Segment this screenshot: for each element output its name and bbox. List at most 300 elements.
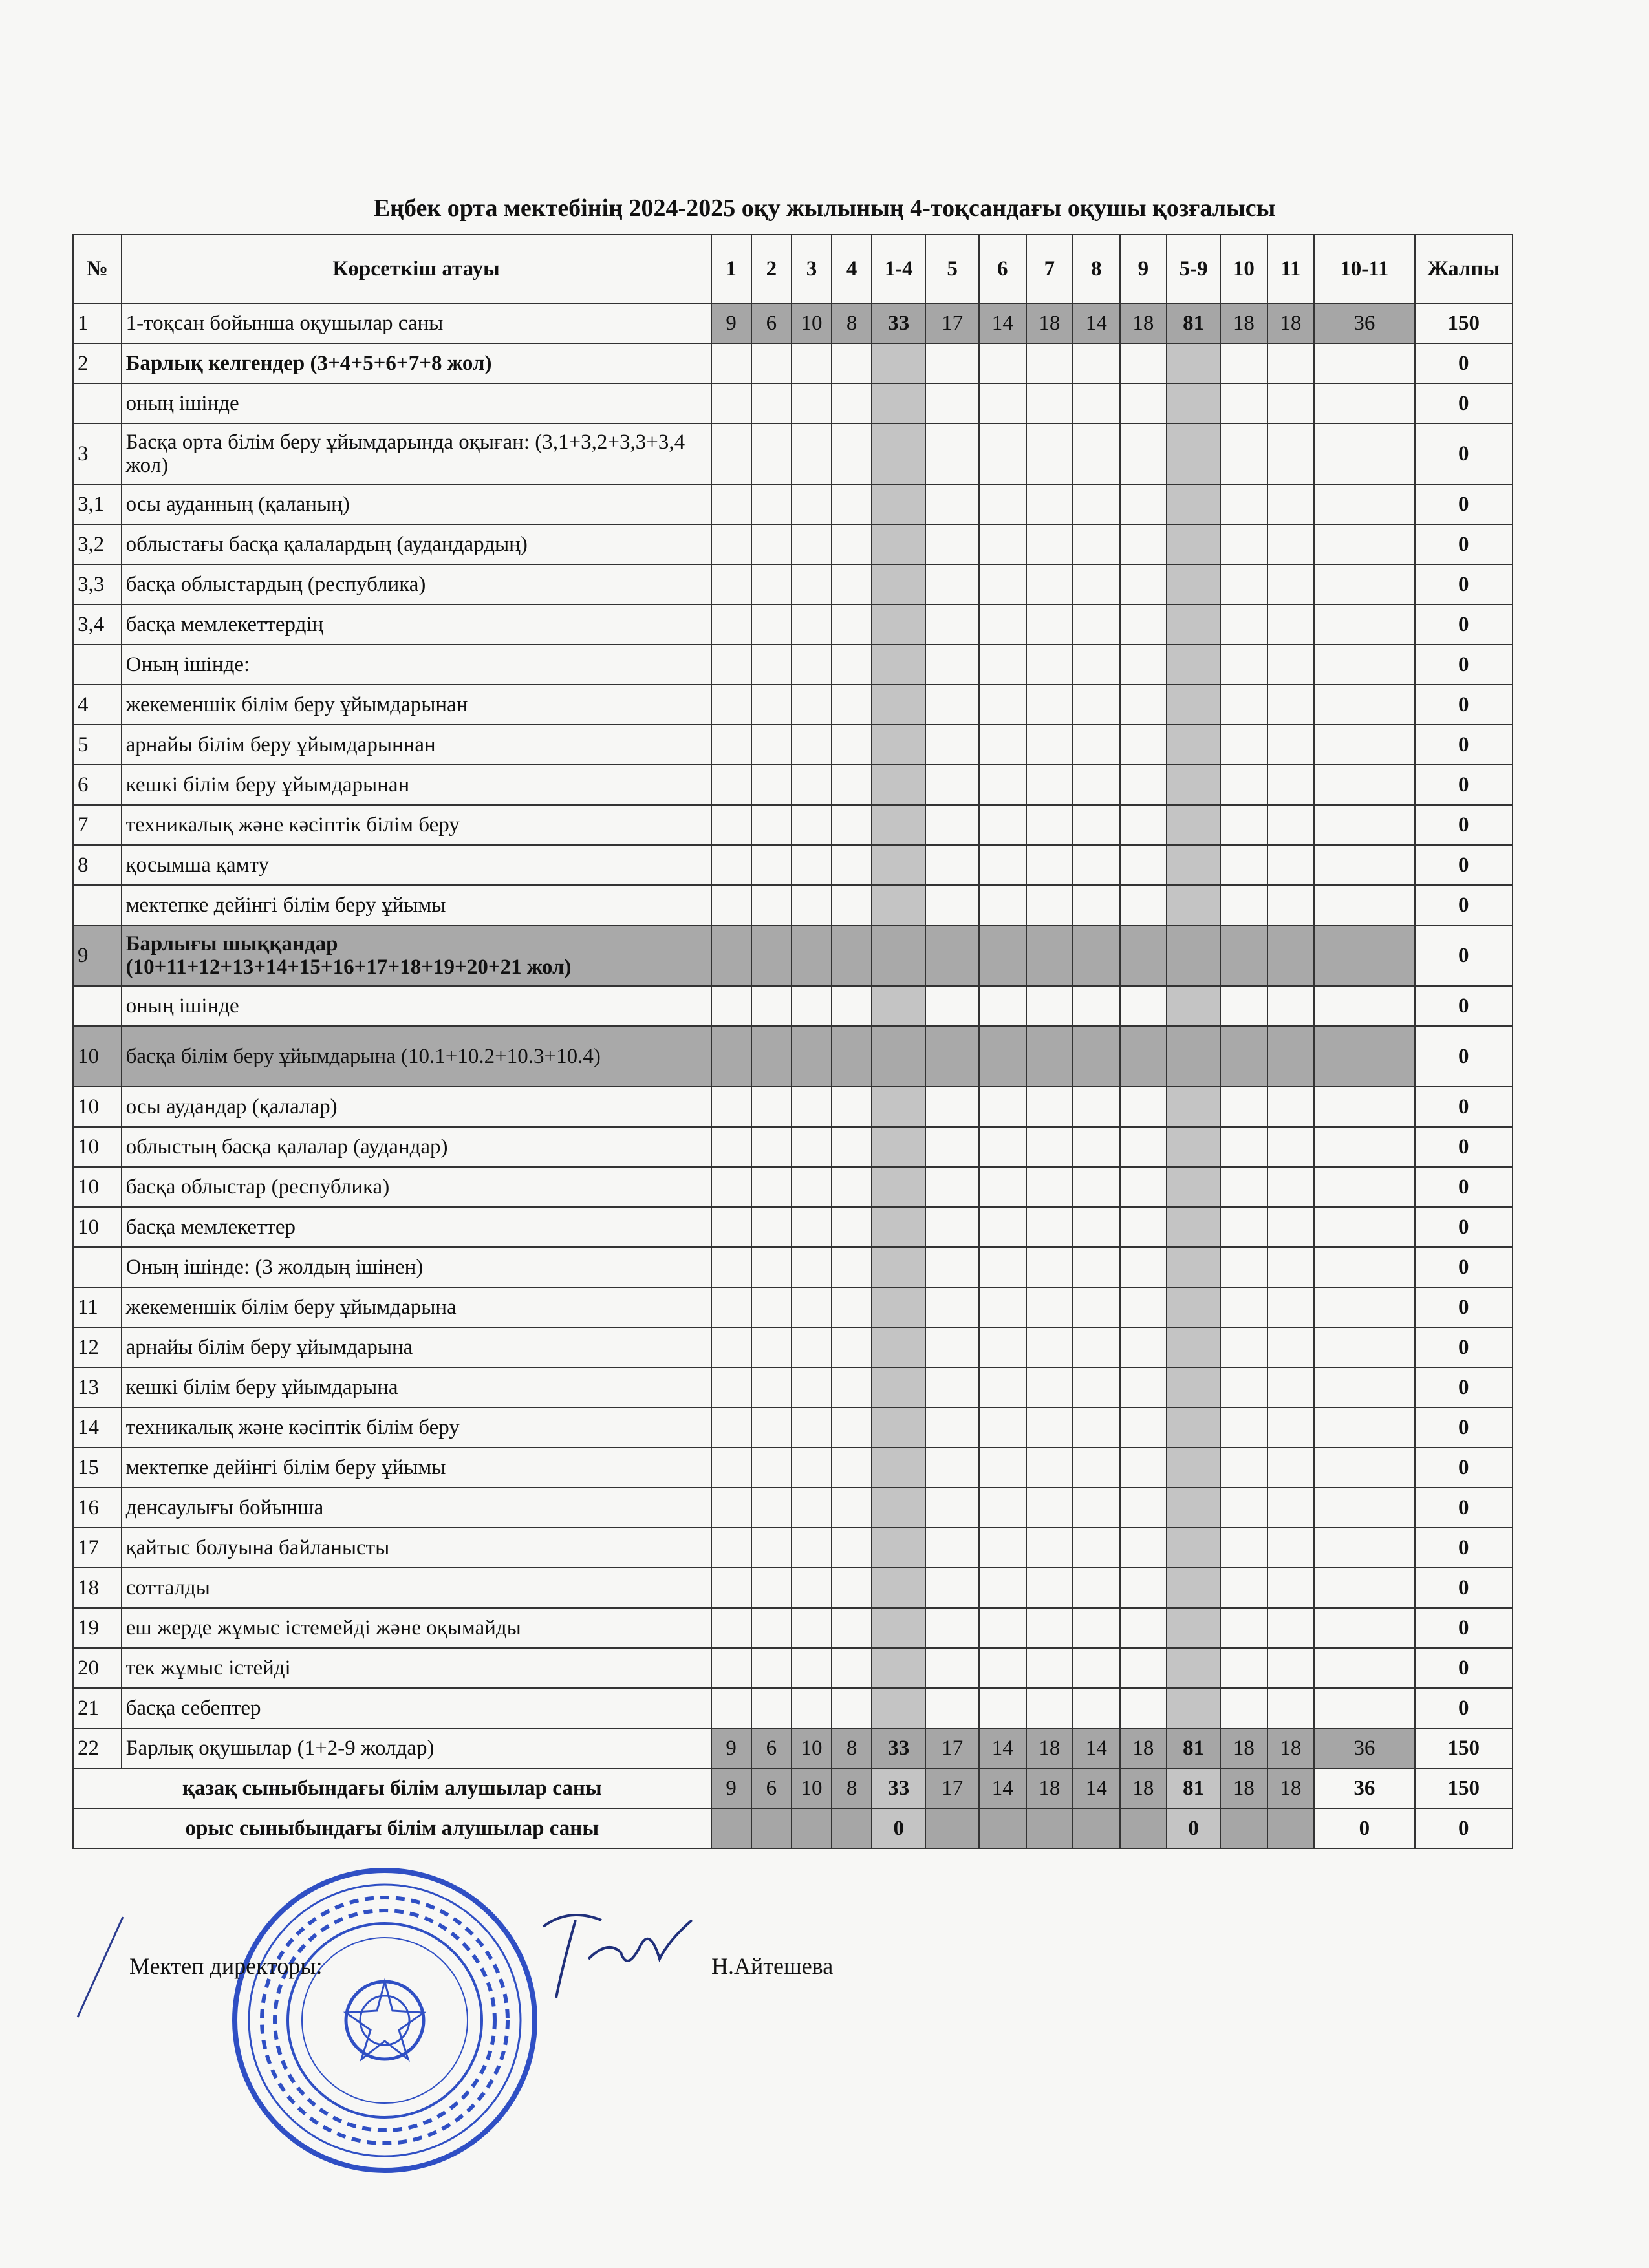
row-value <box>1073 685 1120 725</box>
row-value <box>832 484 872 524</box>
row-value <box>832 645 872 685</box>
row-value <box>979 845 1026 885</box>
row-value <box>872 524 925 564</box>
row-value <box>1314 564 1414 604</box>
row-number <box>73 383 122 423</box>
row-value <box>1026 845 1073 885</box>
row-value <box>1314 1026 1414 1087</box>
row-value <box>979 805 1026 845</box>
row-value <box>751 1287 792 1327</box>
row-total: 0 <box>1415 524 1513 564</box>
row-value <box>1167 1407 1220 1448</box>
row-value <box>1120 765 1167 805</box>
row-value <box>1167 383 1220 423</box>
table-row <box>73 1568 1513 1608</box>
row-value <box>925 986 979 1026</box>
row-value <box>925 343 979 383</box>
row-value <box>1167 524 1220 564</box>
row-value <box>925 1207 979 1247</box>
row-number: 10 <box>73 1167 122 1207</box>
row-value <box>979 564 1026 604</box>
row-value <box>711 343 751 383</box>
row-value <box>1220 725 1267 765</box>
row-value <box>711 1407 751 1448</box>
row-value <box>1314 765 1414 805</box>
row-value: 14 <box>1073 303 1120 343</box>
row-value <box>925 845 979 885</box>
row-value <box>979 725 1026 765</box>
row-total: 0 <box>1415 645 1513 685</box>
header-col-5: 5 <box>925 235 979 303</box>
row-value <box>711 885 751 925</box>
row-value <box>1220 1568 1267 1608</box>
row-value <box>1167 1367 1220 1407</box>
row-value <box>925 564 979 604</box>
row-label: Барлығы шыққандар (10+11+12+13+14+15+16+17+18+19+20+21 жол) <box>122 925 711 986</box>
row-label: облыстағы басқа қалалардың (аудандардың) <box>122 524 711 564</box>
row-label: денсаулығы бойынша <box>122 1488 711 1528</box>
row-value: 18 <box>1220 303 1267 343</box>
row-value <box>751 524 792 564</box>
row-value: 18 <box>1220 1728 1267 1768</box>
row-value: 9 <box>711 1728 751 1768</box>
row-value <box>1073 845 1120 885</box>
row-value <box>872 1026 925 1087</box>
row-total: 0 <box>1415 1688 1513 1728</box>
row-value <box>792 805 832 845</box>
row-value <box>872 1127 925 1167</box>
row-value <box>979 423 1026 484</box>
row-value <box>925 1488 979 1528</box>
row-value <box>1267 423 1315 484</box>
row-number: 8 <box>73 845 122 885</box>
row-value <box>1073 1568 1120 1608</box>
row-value <box>832 1087 872 1127</box>
row-total: 0 <box>1415 1407 1513 1448</box>
summary-value: 0 <box>1314 1808 1414 1848</box>
row-value <box>979 925 1026 986</box>
row-value <box>925 725 979 765</box>
row-value: 18 <box>1267 1728 1315 1768</box>
row-value <box>711 423 751 484</box>
row-value <box>792 564 832 604</box>
row-value <box>711 845 751 885</box>
header-num: № <box>73 235 122 303</box>
row-value <box>1314 484 1414 524</box>
row-total: 0 <box>1415 1167 1513 1207</box>
row-value <box>1267 1247 1315 1287</box>
row-value <box>1120 725 1167 765</box>
row-value <box>925 645 979 685</box>
row-value <box>925 1648 979 1688</box>
row-value <box>1220 564 1267 604</box>
row-total: 0 <box>1415 484 1513 524</box>
summary-value: 18 <box>1026 1768 1073 1808</box>
row-value <box>751 685 792 725</box>
row-value <box>1026 1127 1073 1167</box>
row-value <box>925 1167 979 1207</box>
row-value <box>925 1367 979 1407</box>
row-value <box>1120 1026 1167 1087</box>
row-label: басқа мемлекеттер <box>122 1207 711 1247</box>
row-value <box>711 1207 751 1247</box>
header-col-1: 1 <box>711 235 751 303</box>
row-value <box>1120 423 1167 484</box>
row-value <box>792 1688 832 1728</box>
row-number: 4 <box>73 685 122 725</box>
row-number: 2 <box>73 343 122 383</box>
row-value <box>832 925 872 986</box>
row-value <box>1120 1688 1167 1728</box>
row-value <box>872 1367 925 1407</box>
row-value <box>832 1608 872 1648</box>
row-value <box>872 343 925 383</box>
table-row <box>73 1608 1513 1648</box>
summary-value <box>832 1808 872 1848</box>
row-total: 0 <box>1415 604 1513 645</box>
row-value <box>711 1026 751 1087</box>
summary-value <box>751 1808 792 1848</box>
row-value <box>979 1407 1026 1448</box>
row-label: осы аудандар (қалалар) <box>122 1087 711 1127</box>
row-value <box>1026 1688 1073 1728</box>
row-value <box>711 1247 751 1287</box>
row-value <box>751 484 792 524</box>
row-value <box>1120 645 1167 685</box>
row-label: қосымша қамту <box>122 845 711 885</box>
row-value <box>751 1327 792 1367</box>
row-value <box>711 1568 751 1608</box>
row-value <box>1220 1528 1267 1568</box>
row-value <box>832 1207 872 1247</box>
row-total: 0 <box>1415 925 1513 986</box>
row-value <box>1026 1367 1073 1407</box>
row-value <box>872 805 925 845</box>
row-value <box>711 986 751 1026</box>
row-value: 36 <box>1314 1728 1414 1768</box>
row-value <box>832 1407 872 1448</box>
row-value <box>1267 1608 1315 1648</box>
row-value <box>925 1247 979 1287</box>
table-row <box>73 645 1513 685</box>
row-value <box>979 343 1026 383</box>
row-value <box>1073 1448 1120 1488</box>
row-value: 8 <box>832 1728 872 1768</box>
row-total: 0 <box>1415 1568 1513 1608</box>
row-value <box>1267 1568 1315 1608</box>
row-value <box>1167 805 1220 845</box>
row-value <box>1267 604 1315 645</box>
row-value <box>872 1287 925 1327</box>
summary-value: 18 <box>1267 1768 1315 1808</box>
row-label: басқа себептер <box>122 1688 711 1728</box>
row-value: 8 <box>832 303 872 343</box>
row-value <box>711 1127 751 1167</box>
row-value <box>1026 645 1073 685</box>
row-value <box>872 1247 925 1287</box>
row-value <box>1167 423 1220 484</box>
row-value <box>832 725 872 765</box>
row-value <box>1220 1026 1267 1087</box>
summary-value: 36 <box>1314 1768 1414 1808</box>
row-value <box>792 765 832 805</box>
table-row <box>73 725 1513 765</box>
row-value <box>1314 383 1414 423</box>
row-value <box>1073 1407 1120 1448</box>
row-total: 0 <box>1415 986 1513 1026</box>
table-row <box>73 986 1513 1026</box>
row-value <box>832 1448 872 1488</box>
header-col-8: 8 <box>1073 235 1120 303</box>
row-value <box>872 1448 925 1488</box>
row-value <box>1167 845 1220 885</box>
row-number: 3 <box>73 423 122 484</box>
table-row <box>73 484 1513 524</box>
header-col-3: 3 <box>792 235 832 303</box>
summary-value <box>792 1808 832 1848</box>
row-value <box>792 645 832 685</box>
row-value <box>925 1448 979 1488</box>
row-value <box>711 1488 751 1528</box>
row-value <box>832 986 872 1026</box>
row-value <box>792 1127 832 1167</box>
row-label: тек жұмыс істейді <box>122 1648 711 1688</box>
row-value <box>792 1367 832 1407</box>
row-value: 36 <box>1314 303 1414 343</box>
row-value <box>751 1087 792 1127</box>
row-value <box>1120 845 1167 885</box>
row-value <box>1220 805 1267 845</box>
row-value <box>1120 383 1167 423</box>
row-value <box>1120 524 1167 564</box>
summary-value: 14 <box>979 1768 1026 1808</box>
row-number: 19 <box>73 1608 122 1648</box>
row-number: 12 <box>73 1327 122 1367</box>
row-total: 0 <box>1415 1026 1513 1087</box>
row-total: 0 <box>1415 1608 1513 1648</box>
row-value <box>1167 925 1220 986</box>
row-value <box>1314 645 1414 685</box>
row-value <box>1267 1448 1315 1488</box>
row-value <box>1120 564 1167 604</box>
table-row <box>73 1327 1513 1367</box>
row-value <box>979 1568 1026 1608</box>
table-row <box>73 805 1513 845</box>
row-value <box>1026 604 1073 645</box>
table-row <box>73 1247 1513 1287</box>
row-value <box>1314 1448 1414 1488</box>
row-value <box>1026 524 1073 564</box>
summary-value: 17 <box>925 1768 979 1808</box>
summary-value: 10 <box>792 1768 832 1808</box>
row-value <box>925 383 979 423</box>
row-value <box>832 685 872 725</box>
row-total: 0 <box>1415 383 1513 423</box>
row-value <box>711 1327 751 1367</box>
row-value: 33 <box>872 1728 925 1768</box>
row-value <box>872 383 925 423</box>
header-col-1-4: 1-4 <box>872 235 925 303</box>
header-col-7: 7 <box>1026 235 1073 303</box>
row-value <box>1073 383 1120 423</box>
row-value <box>1026 765 1073 805</box>
row-number: 3,1 <box>73 484 122 524</box>
row-total: 0 <box>1415 1648 1513 1688</box>
summary-value <box>711 1808 751 1848</box>
row-label: Барлық оқушылар (1+2-9 жолдар) <box>122 1728 711 1768</box>
row-label: кешкі білім беру ұйымдарынан <box>122 765 711 805</box>
pen-stroke <box>71 1914 129 2027</box>
row-number: 16 <box>73 1488 122 1528</box>
row-value <box>1167 645 1220 685</box>
row-value <box>1120 925 1167 986</box>
header-col-2: 2 <box>751 235 792 303</box>
row-value <box>1267 1026 1315 1087</box>
table-row <box>73 685 1513 725</box>
summary-value: 14 <box>1073 1768 1120 1808</box>
summary-total: 150 <box>1415 1768 1513 1808</box>
row-value <box>979 484 1026 524</box>
row-value <box>872 1528 925 1568</box>
row-value <box>1314 1127 1414 1167</box>
row-value <box>1167 1608 1220 1648</box>
table-row <box>73 1367 1513 1407</box>
row-value <box>925 885 979 925</box>
summary-row <box>73 1768 1513 1808</box>
row-value <box>1120 1528 1167 1568</box>
row-value: 6 <box>751 303 792 343</box>
row-value <box>872 765 925 805</box>
row-value <box>979 1688 1026 1728</box>
row-value <box>1314 604 1414 645</box>
row-value <box>872 1648 925 1688</box>
summary-value <box>925 1808 979 1848</box>
row-value <box>1267 1167 1315 1207</box>
row-value <box>792 1488 832 1528</box>
row-value <box>1073 765 1120 805</box>
row-value <box>792 725 832 765</box>
row-value <box>1073 1127 1120 1167</box>
row-value <box>1120 805 1167 845</box>
table-row <box>73 1207 1513 1247</box>
row-value <box>1267 725 1315 765</box>
row-value <box>1026 1568 1073 1608</box>
row-value <box>751 1026 792 1087</box>
row-value <box>1267 765 1315 805</box>
row-value <box>1167 1247 1220 1287</box>
summary-value <box>1026 1808 1073 1848</box>
row-value <box>1220 1207 1267 1247</box>
row-value <box>832 885 872 925</box>
row-value <box>792 1247 832 1287</box>
row-value <box>979 604 1026 645</box>
row-value <box>1314 1167 1414 1207</box>
row-value <box>979 1207 1026 1247</box>
row-value: 18 <box>1026 1728 1073 1768</box>
table-row <box>73 1688 1513 1728</box>
row-label: басқа білім беру ұйымдарына (10.1+10.2+10.3+10.4) <box>122 1026 711 1087</box>
row-value <box>1314 986 1414 1026</box>
row-value: 81 <box>1167 1728 1220 1768</box>
row-value <box>872 925 925 986</box>
row-value <box>1267 1488 1315 1528</box>
row-value <box>1267 685 1315 725</box>
row-value <box>872 1087 925 1127</box>
row-value <box>792 1648 832 1688</box>
row-value <box>979 1367 1026 1407</box>
row-total: 0 <box>1415 564 1513 604</box>
row-value <box>1120 484 1167 524</box>
row-label: арнайы білім беру ұйымдарыннан <box>122 725 711 765</box>
table-row <box>73 925 1513 986</box>
row-value <box>792 423 832 484</box>
row-value <box>1073 725 1120 765</box>
row-value: 10 <box>792 303 832 343</box>
row-total: 0 <box>1415 1327 1513 1367</box>
row-value <box>1220 1488 1267 1528</box>
summary-label: орыс сыныбындағы білім алушылар саны <box>73 1808 711 1848</box>
row-value <box>872 1207 925 1247</box>
row-value <box>792 1568 832 1608</box>
row-value <box>1314 925 1414 986</box>
row-value <box>1073 645 1120 685</box>
row-number: 3,2 <box>73 524 122 564</box>
row-value <box>751 805 792 845</box>
row-label: Оның ішінде: (3 жолдың ішінен) <box>122 1247 711 1287</box>
row-value: 17 <box>925 1728 979 1768</box>
row-value <box>792 1026 832 1087</box>
row-total: 150 <box>1415 1728 1513 1768</box>
table-row <box>73 1488 1513 1528</box>
row-value <box>1267 1407 1315 1448</box>
row-value <box>792 383 832 423</box>
row-value <box>1220 343 1267 383</box>
row-value <box>979 1448 1026 1488</box>
row-value <box>1073 564 1120 604</box>
row-value <box>1220 645 1267 685</box>
row-value <box>1167 1688 1220 1728</box>
summary-value <box>1073 1808 1120 1848</box>
row-value <box>1073 1367 1120 1407</box>
row-value <box>711 1087 751 1127</box>
row-value <box>1026 1648 1073 1688</box>
row-number: 10 <box>73 1026 122 1087</box>
table-row <box>73 524 1513 564</box>
row-value <box>1073 343 1120 383</box>
row-value <box>872 604 925 645</box>
row-value <box>1267 885 1315 925</box>
row-label: осы ауданның (қаланың) <box>122 484 711 524</box>
row-total: 0 <box>1415 1528 1513 1568</box>
table-row <box>73 343 1513 383</box>
row-value <box>1167 343 1220 383</box>
row-value <box>751 1407 792 1448</box>
row-value <box>1120 1648 1167 1688</box>
row-value <box>832 343 872 383</box>
row-value <box>751 1167 792 1207</box>
row-value <box>1026 725 1073 765</box>
row-value <box>1314 685 1414 725</box>
row-value <box>1073 1087 1120 1127</box>
row-value <box>1120 685 1167 725</box>
row-number: 18 <box>73 1568 122 1608</box>
row-value <box>832 1367 872 1407</box>
row-value <box>1267 564 1315 604</box>
row-value <box>1267 1207 1315 1247</box>
row-value <box>1073 423 1120 484</box>
row-number: 17 <box>73 1528 122 1568</box>
row-value <box>925 805 979 845</box>
